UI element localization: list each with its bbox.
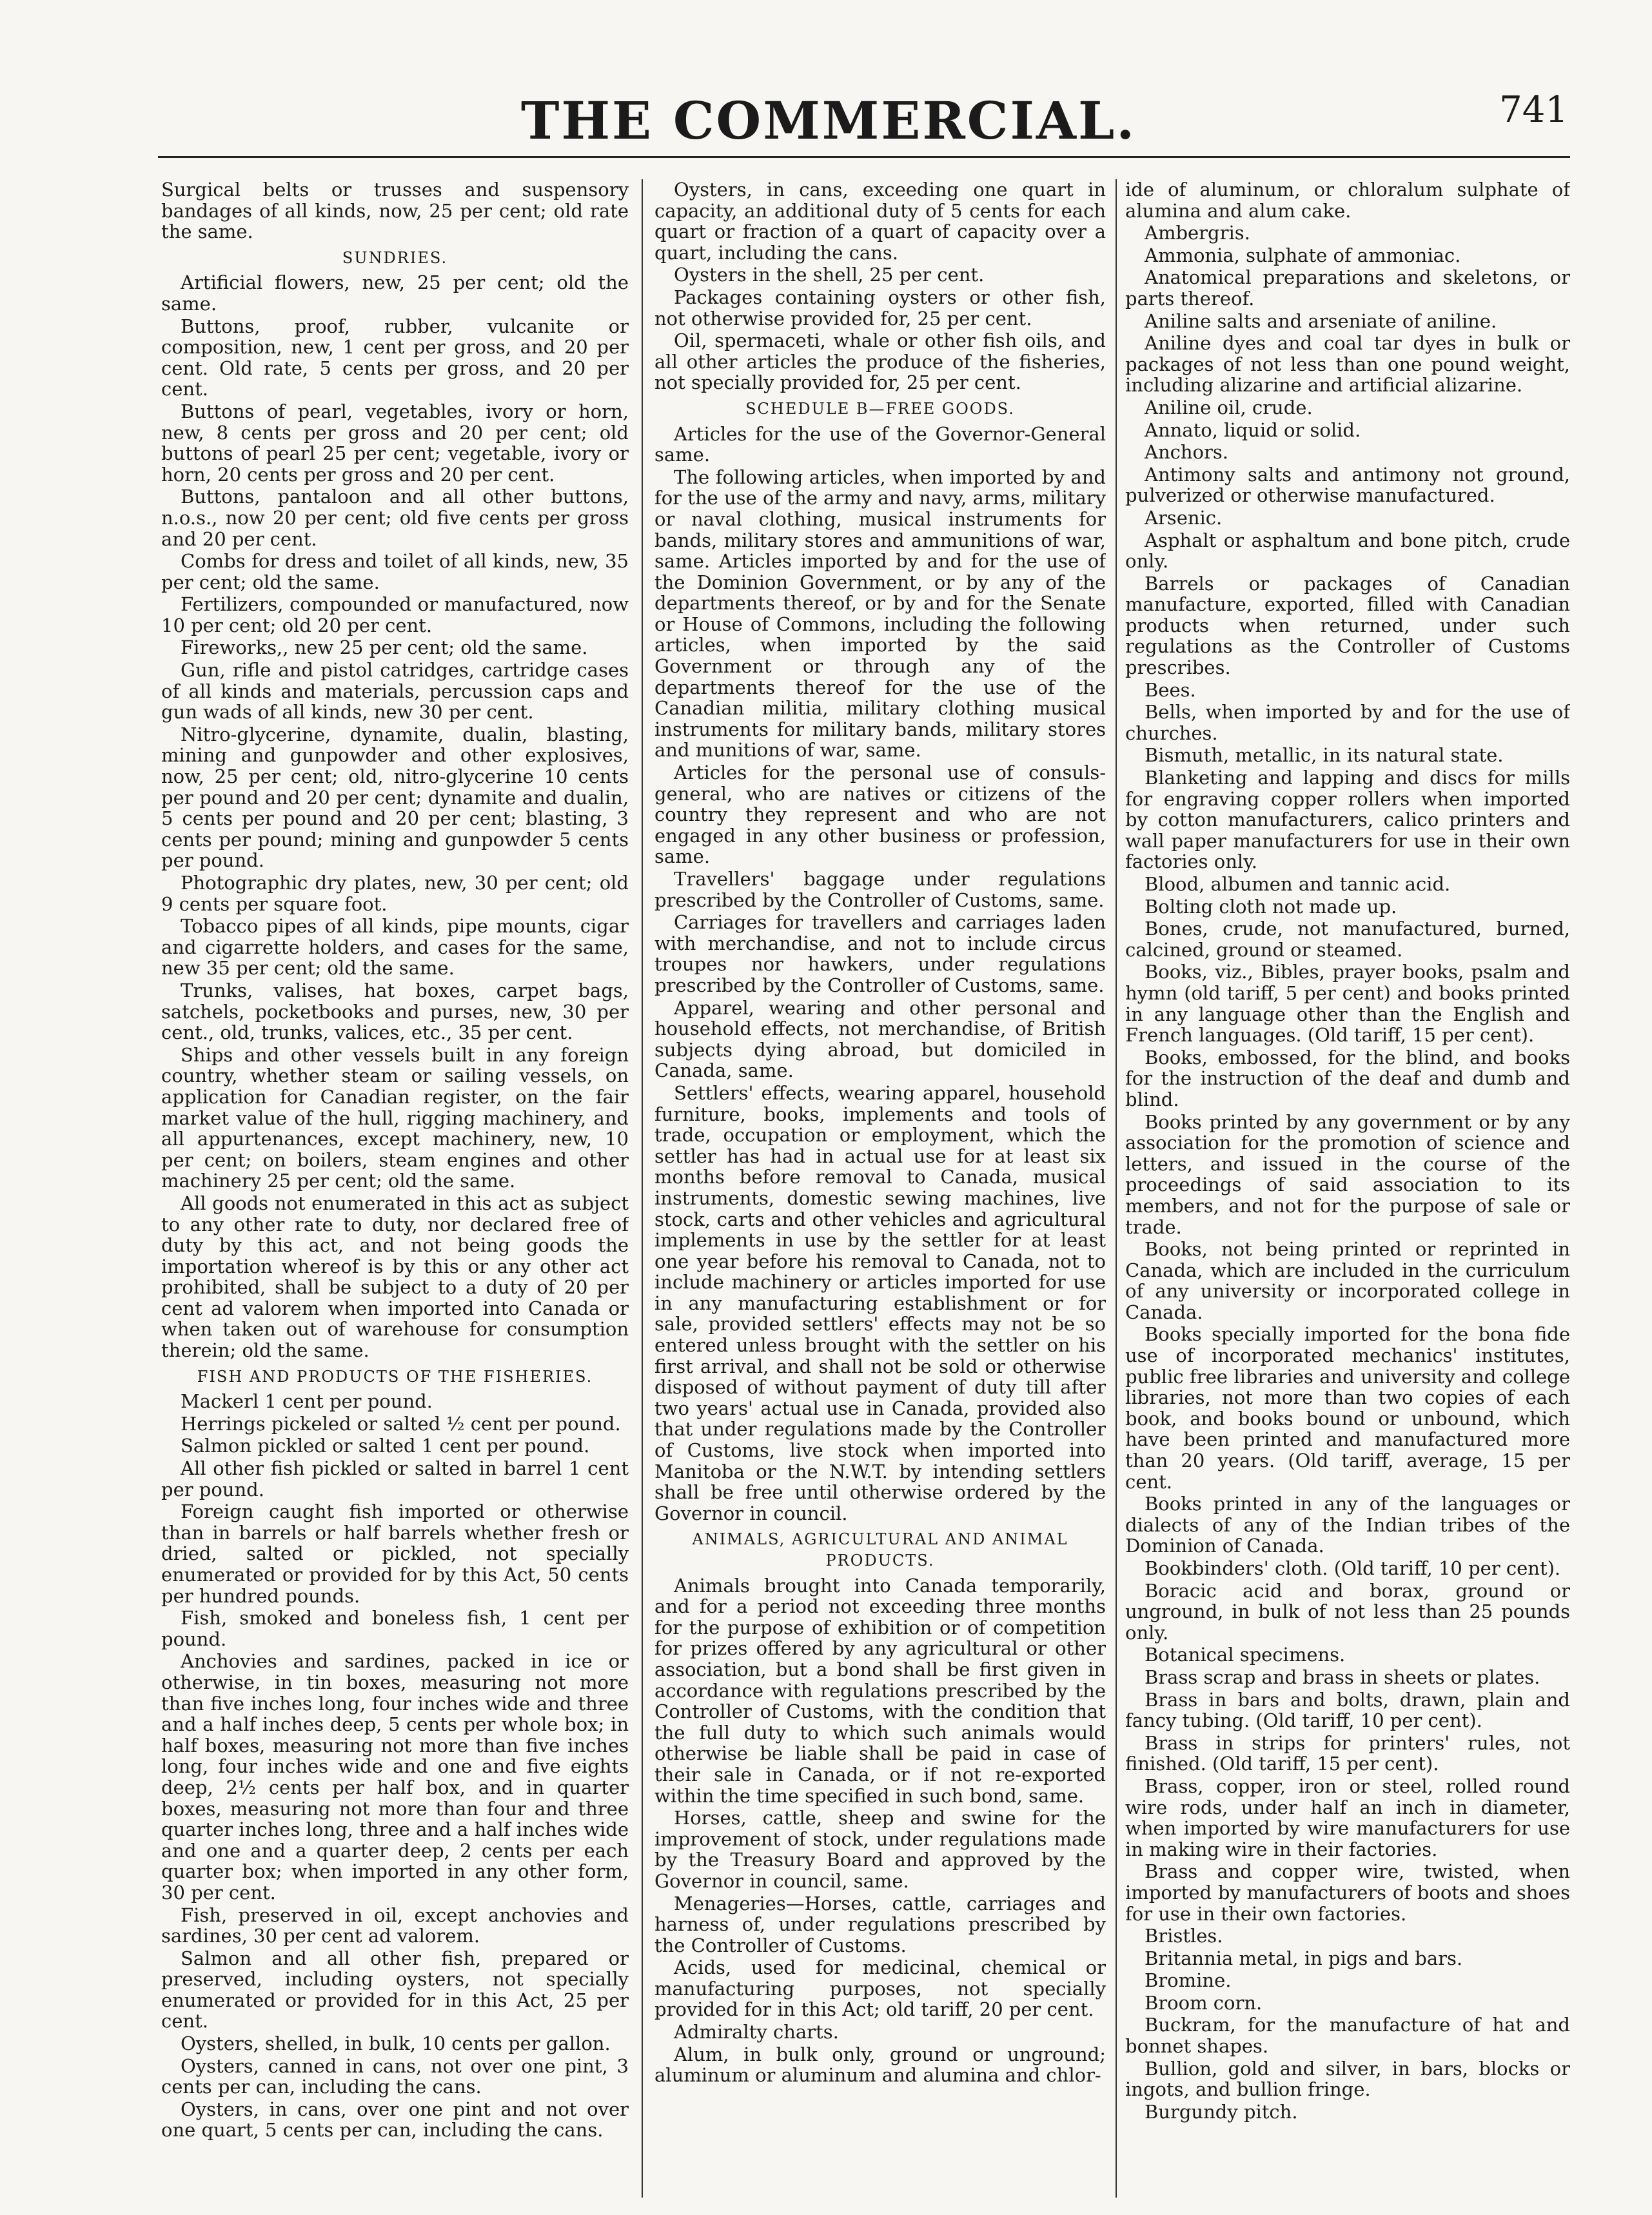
tariff-paragraph: Bones, crude, not manufactured, burned, calcined, ground or steamed. bbox=[1125, 918, 1570, 961]
tariff-paragraph: Anatomical preparations and skeletons, or parts thereof. bbox=[1125, 266, 1570, 310]
tariff-paragraph: Oysters, in cans, over one pint and not over one quart, 5 cents per can, including the cans. bbox=[161, 2098, 629, 2141]
tariff-paragraph: Brass scrap and brass in sheets or plates. bbox=[1145, 1666, 1540, 1688]
tariff-paragraph: Books, embossed, for the blind, and books for the instruction of the deaf and dumb and blind. bbox=[1125, 1046, 1570, 1110]
tariff-paragraph: Fertilizers, compounded or manufactured, now 10 per cent; old 20 per cent. bbox=[161, 593, 629, 636]
tariff-paragraph: Brass in strips for printers' rules, not finished. (Old tariff, 15 per cent). bbox=[1125, 1731, 1570, 1775]
tariff-paragraph: Fish, smoked and boneless fish, 1 cent per pound. bbox=[161, 1607, 629, 1650]
tariff-paragraph: Horses, cattle, sheep and swine for the improvement of stock, under regulations made by the Treasury Board and approved by the Governor in council, same. bbox=[654, 1807, 1106, 1892]
section-heading: SCHEDULE B—FREE GOODS. bbox=[745, 399, 1015, 418]
tariff-paragraph: Mackerl 1 cent per pound. bbox=[181, 1390, 433, 1413]
tariff-paragraph: Anchovies and sardines, packed in ice or otherwise, in tin boxes, measuring not more than five inches long, four inches wide and three and a half inches deep, 5 cents per whole box; in half boxes, measuring not more than five inches long, four inches wide and one and five eights deep, 2½ cents per half box, and in quarter boxes, measuring not more than four and three quarter inches long, three and a half inches wide and one and a quarter deep, 2 cents per each quarter box; when imported in any other form, 30 per cent. bbox=[161, 1650, 629, 1904]
tariff-paragraph: Bells, when imported by and for the use of churches. bbox=[1125, 701, 1570, 744]
tariff-paragraph: Bolting cloth not made up. bbox=[1145, 895, 1397, 918]
tariff-paragraph: Arsenic. bbox=[1145, 506, 1223, 529]
header-rule bbox=[158, 156, 1570, 158]
tariff-paragraph: Aniline dyes and coal tar dyes in bulk or packages of not less than one pound weight, including alizarine and artificial alizarine. bbox=[1125, 332, 1570, 397]
tariff-paragraph: Photographic dry plates, new, 30 per cent; old 9 cents per square foot. bbox=[161, 872, 629, 915]
tariff-paragraph: Bismuth, metallic, in its natural state. bbox=[1145, 744, 1504, 767]
tariff-paragraph: Salmon and all other fish, prepared or preserved, including oysters, not specially enumerated or provided for in this Act, 25 per cent. bbox=[161, 1947, 629, 2033]
tariff-paragraph: Ammonia, sulphate of ammoniac. bbox=[1145, 244, 1461, 266]
tariff-paragraph: Articles for the personal use of consuls-general, who are natives or citizens of the country they represent and who are not engaged in any other business or profession, same. bbox=[654, 762, 1106, 868]
section-heading: SUNDRIES. bbox=[342, 248, 448, 267]
tariff-paragraph: The following articles, when imported by and for the use of the army and navy, arms, military or naval clothing, musical instruments for bands, military stores and ammunitions of war, same. Articles imported by and for the use of the Dominion Government, or by any of the departments thereof, or by and for the Senate or House of Commons, including the following articles, when imported by the said Government or through any of the departments thereof for the use of the Canadian militia, military clothing musical instruments for military bands, military stores and munitions of war, same. bbox=[654, 466, 1106, 762]
tariff-paragraph: Surgical belts or trusses and suspensory bandages of all kinds, now, 25 per cent; old rate the same. bbox=[161, 179, 629, 243]
tariff-paragraph: Gun, rifle and pistol catridges, cartridge cases of all kinds and materials, percussion caps and gun wads of all kinds, new 30 per cent. bbox=[161, 659, 629, 724]
column-divider bbox=[642, 179, 643, 2198]
tariff-paragraph: Packages containing oysters or other fish, not otherwise provided for, 25 per cent. bbox=[654, 286, 1106, 330]
tariff-paragraph: Settlers' effects, wearing apparel, household furniture, books, implements and tools of trade, occupation or employment, which the settler has had in actual use for at least six months before removal to Canada, musical instruments, domestic sewing machines, live stock, carts and other vehicles and agricultural implements in use by the settler for at least one year before his removal to Canada, not to include machinery or articles imported for use in any manufacturing establishment or for sale, provided settlers' effects may not be so entered unless brought with the settler on his first arrival, and shall not be sold or otherwise disposed of without payment of duty till after two years' actual use in Canada, provided also that under regulations made by the Controller of Customs, live stock when imported into Manitoba or the N.W.T. by intending settlers shall be free until otherwise ordered by the Governor in council. bbox=[654, 1081, 1106, 1524]
tariff-paragraph: Buttons, proof, rubber, vulcanite or composition, new, 1 cent per gross, and 20 per cent. Old rate, 5 cents per gross, and 20 per cent. bbox=[161, 315, 629, 400]
tariff-paragraph: Antimony salts and antimony not ground, pulverized or otherwise manufactured. bbox=[1125, 463, 1570, 507]
column-1 bbox=[161, 179, 629, 2198]
tariff-paragraph: Oil, spermaceti, whale or other fish oils, and all other articles the produce of the fisheries, not specially provided for, 25 per cent. bbox=[654, 330, 1106, 394]
tariff-paragraph: Books, not being printed or reprinted in Canada, which are included in the curriculum of any university or incorporated college in Canada. bbox=[1125, 1238, 1570, 1323]
tariff-paragraph: Alum, in bulk only, ground or unground; aluminum or aluminum and alumina and chlor- bbox=[654, 2043, 1106, 2087]
tariff-paragraph: Apparel, wearing and other personal and household effects, not merchandise, of British subjects dying abroad, but domiciled in Canada, same. bbox=[654, 996, 1106, 1082]
tariff-paragraph: Tobacco pipes of all kinds, pipe mounts, cigar and cigarrette holders, and cases for the same, new 35 per cent; old the same. bbox=[161, 915, 629, 980]
tariff-paragraph: Books specially imported for the bona fide use of incorporated mechanics' institutes, public free libraries and university and college libraries, not more than two copies of each book, and books bound or unbound, which have been printed and manufactured more than 20 years. (Old tariff, average, 15 per cent. bbox=[1125, 1323, 1570, 1493]
tariff-paragraph: Oysters, canned in cans, not over one pint, 3 cents per can, including the cans. bbox=[161, 2054, 629, 2098]
tariff-paragraph: Buttons of pearl, vegetables, ivory or horn, new, 8 cents per gross and 20 per cent; old buttons of pearl 25 per cent; vegetable, ivory or horn, 20 cents per gross and 20 per cent. bbox=[161, 400, 629, 486]
section-heading: ANIMALS, AGRICULTURAL AND ANIMAL PRODUCTS. bbox=[692, 1530, 1068, 1570]
tariff-paragraph: Burgundy pitch. bbox=[1145, 2100, 1298, 2123]
tariff-paragraph: Carriages for travellers and carriages laden with merchandise, and not to include circus troupes nor hawkers, under regulations prescribed by the Controller of Customs, same. bbox=[654, 911, 1106, 996]
tariff-paragraph: Bookbinders' cloth. (Old tariff, 10 per cent). bbox=[1145, 1557, 1561, 1579]
tariff-paragraph: Oysters in the shell, 25 per cent. bbox=[674, 264, 985, 286]
tariff-paragraph: Blood, albumen and tannic acid. bbox=[1145, 873, 1451, 895]
tariff-paragraph: ide of aluminum, or chloralum sulphate of alumina and alum cake. bbox=[1125, 179, 1570, 222]
tariff-paragraph: Trunks, valises, hat boxes, carpet bags, satchels, pocketbooks and purses, new, 30 per cent., old, trunks, valices, etc., 35 per cent. bbox=[161, 979, 629, 1044]
tariff-paragraph: Fireworks,, new 25 per cent; old the same. bbox=[181, 636, 588, 659]
tariff-paragraph: Aniline oil, crude. bbox=[1145, 396, 1313, 418]
page-number: 741 bbox=[1499, 89, 1568, 131]
masthead bbox=[0, 64, 1652, 151]
tariff-paragraph: Bees. bbox=[1145, 678, 1196, 701]
tariff-paragraph: Bullion, gold and silver, in bars, blocks or ingots, and bullion fringe. bbox=[1125, 2057, 1570, 2101]
tariff-paragraph: Animals brought into Canada temporarily, and for a period not exceeding three months for the purpose of exhibition or of competition for prizes offered by any agricultural or other association, but a bond shall be first given in accordance with regulations prescribed by the Controller of Customs, with the condition that the full duty to which such animals would otherwise be liable shall be paid in case of their sale in Canada, or if not re-exported within the time specified in such bond, same. bbox=[654, 1574, 1106, 1807]
tariff-paragraph: Books printed in any of the languages or dialects of any of the Indian tribes of the Dominion of Canada. bbox=[1125, 1493, 1570, 1557]
tariff-paragraph: Brass, copper, iron or steel, rolled round wire rods, under half an inch in diameter, when imported by wire manufacturers for use in making wire in their factories. bbox=[1125, 1775, 1570, 1860]
tariff-paragraph: Brass and copper wire, twisted, when imported by manufacturers of boots and shoes for use in their own factories. bbox=[1125, 1860, 1570, 1925]
tariff-paragraph: Foreign caught fish imported or otherwise than in barrels or half barrels whether fresh or dried, salted or pickled, not specially enumerated or provided for by this Act, 50 cents per hundred pounds. bbox=[161, 1501, 629, 1607]
tariff-paragraph: Botanical specimens. bbox=[1145, 1644, 1346, 1666]
tariff-paragraph: Books printed by any government or by any association for the promotion of science and letters, and issued in the course of the proceedings of said association to its members, and not for the purpose of sale or trade. bbox=[1125, 1110, 1570, 1238]
tariff-paragraph: Ambergris. bbox=[1145, 222, 1250, 244]
tariff-paragraph: Broom corn. bbox=[1145, 1991, 1263, 2014]
tariff-paragraph: Annato, liquid or solid. bbox=[1145, 418, 1361, 441]
tariff-paragraph: Buttons, pantaloon and all other buttons, n.o.s., now 20 per cent; old five cents per gross and 20 per cent. bbox=[161, 486, 629, 550]
tariff-paragraph: Blanketing and lapping and discs for mills for engraving copper rollers when imported by cotton manufacturers, calico printers and wall paper manufacturers for use in their own factories only. bbox=[1125, 767, 1570, 873]
section-heading: FISH AND PRODUCTS OF THE FISHERIES. bbox=[197, 1367, 593, 1386]
tariff-paragraph: Boracic acid and borax, ground or unground, in bulk of not less than 25 pounds only. bbox=[1125, 1579, 1570, 1644]
tariff-paragraph: Bristles. bbox=[1145, 1925, 1223, 1947]
column-3 bbox=[1125, 179, 1570, 2198]
tariff-paragraph: Aniline salts and arseniate of aniline. bbox=[1145, 310, 1497, 332]
tariff-paragraph: Britannia metal, in pigs and bars. bbox=[1145, 1947, 1463, 1969]
tariff-paragraph: Ships and other vessels built in any foreign country, whether steam or sailing vessels, on application for Canadian register, on the fair market value of the hull, rigging machinery, and all appurtenances, except machinery, new, 10 per cent; on boilers, steam engines and other machinery 25 per cent; old the same. bbox=[161, 1043, 629, 1192]
tariff-paragraph: Acids, used for medicinal, chemical or manufacturing purposes, not specially provided for in this Act; old tariff, 20 per cent. bbox=[654, 1956, 1106, 2021]
column-divider bbox=[1116, 179, 1117, 2198]
tariff-paragraph: Articles for the use of the Governor-General same. bbox=[654, 422, 1106, 466]
tariff-paragraph: Oysters, in cans, exceeding one quart in capacity, an additional duty of 5 cents for each quart or fraction of a quart of capacity over a quart, including the cans. bbox=[654, 179, 1106, 264]
tariff-paragraph: Menageries—Horses, cattle, carriages and harness of, under regulations prescribed by the Controller of Customs. bbox=[654, 1892, 1106, 1956]
tariff-paragraph: Brass in bars and bolts, drawn, plain and fancy tubing. (Old tariff, 10 per cent). bbox=[1125, 1688, 1570, 1732]
tariff-paragraph: Travellers' baggage under regulations prescribed by the Controller of Customs, same. bbox=[654, 868, 1106, 911]
tariff-paragraph: Admiralty charts. bbox=[674, 2021, 839, 2043]
tariff-paragraph: Barrels or packages of Canadian manufacture, exported, filled with Canadian products when returned, under such regulations as the Controller of Customs prescribes. bbox=[1125, 572, 1570, 679]
tariff-paragraph: All other fish pickled or salted in barrel 1 cent per pound. bbox=[161, 1457, 629, 1501]
tariff-paragraph: Herrings pickeled or salted ½ cent per pound. bbox=[181, 1412, 621, 1435]
tariff-paragraph: Oysters, shelled, in bulk, 10 cents per gallon. bbox=[181, 2033, 611, 2055]
column-2 bbox=[654, 179, 1106, 2198]
tariff-paragraph: Fish, preserved in oil, except anchovies and sardines, 30 per cent ad valorem. bbox=[161, 1904, 629, 1947]
tariff-paragraph: Anchors. bbox=[1145, 441, 1228, 464]
page-title: THE COMMERCIAL. bbox=[520, 90, 1137, 151]
tariff-paragraph: Books, viz., Bibles, prayer books, psalm and hymn (old tariff, 5 per cent) and books printed in any language other than the English and French languages. (Old tariff, 15 per cent). bbox=[1125, 961, 1570, 1047]
tariff-paragraph: All goods not enumerated in this act as subject to any other rate to duty, nor declared free of duty by this act, and not being goods the importation whereof is by this or any other act prohibited, shall be subject to a duty of 20 per cent ad valorem when imported into Canada or when taken out of warehouse for consumption therein; old the same. bbox=[161, 1192, 629, 1362]
tariff-paragraph: Nitro-glycerine, dynamite, dualin, blasting, mining and gunpowder and other explosives, now, 25 per cent; old, nitro-glycerine 10 cents per pound and 20 per cent; dynamite and dualin, 5 cents per pound and 20 per cent; blasting, 3 cents per pound; mining and gunpowder 5 cents per pound. bbox=[161, 723, 629, 872]
tariff-paragraph: Bromine. bbox=[1145, 1969, 1232, 1992]
tariff-paragraph: Buckram, for the manufacture of hat and bonnet shapes. bbox=[1125, 2014, 1570, 2058]
tariff-paragraph: Artificial flowers, new, 25 per cent; old the same. bbox=[161, 271, 629, 315]
tariff-paragraph: Salmon pickled or salted 1 cent per pound. bbox=[181, 1435, 590, 1457]
tariff-paragraph: Combs for dress and toilet of all kinds, new, 35 per cent; old the same. bbox=[161, 550, 629, 593]
tariff-paragraph: Asphalt or asphaltum and bone pitch, crude only. bbox=[1125, 529, 1570, 573]
